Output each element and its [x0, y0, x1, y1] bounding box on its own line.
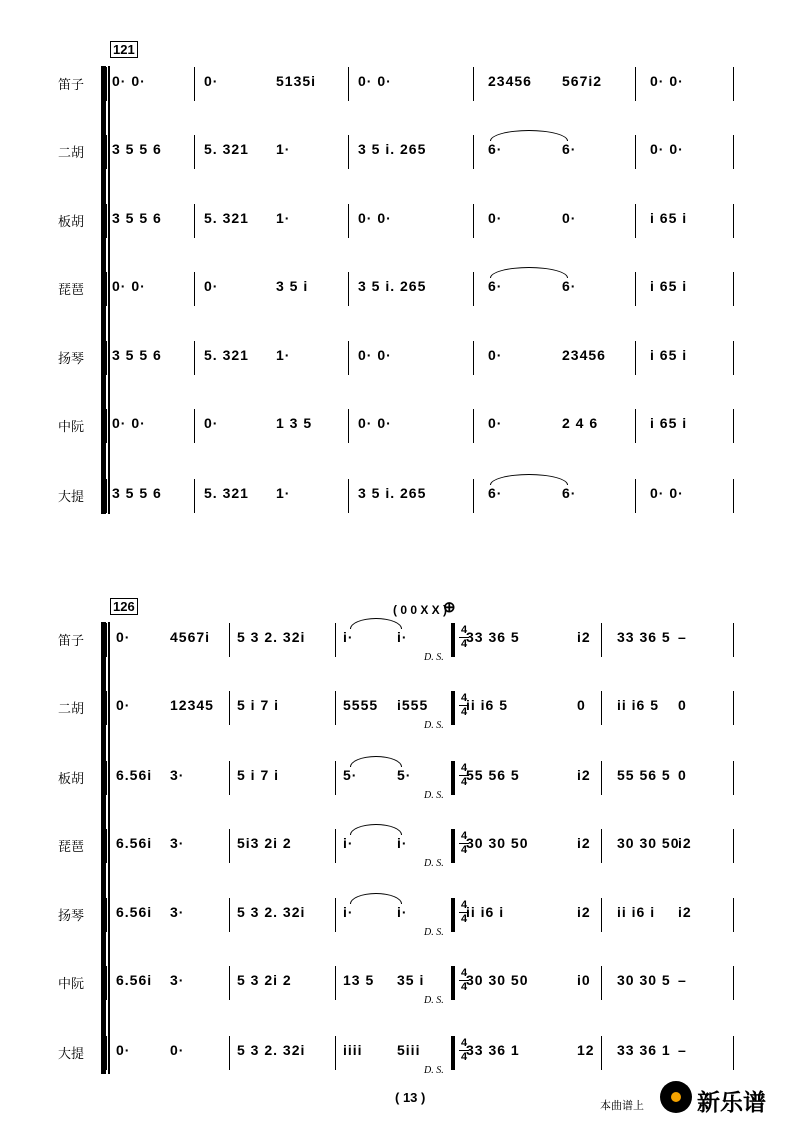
barline: [635, 135, 636, 169]
barline: [348, 67, 349, 101]
barline: [733, 761, 734, 795]
barline: [733, 623, 734, 657]
barline: [106, 829, 107, 863]
time-signature: [459, 899, 469, 926]
measure-notes: i 65 i: [650, 347, 688, 363]
measure-notes: –: [678, 629, 687, 645]
barline: [335, 623, 336, 657]
measure-notes: 3·: [170, 767, 185, 783]
da-segno-mark: D. S.: [424, 790, 444, 801]
barline: [194, 272, 195, 306]
measure-notes: 3 5 5 6: [112, 347, 162, 363]
barline: [473, 272, 474, 306]
staff-row: [0, 478, 792, 514]
measure-notes: 5 3 2. 32i: [237, 904, 306, 920]
barline: [335, 691, 336, 725]
measure-notes: i555: [397, 697, 429, 713]
staff-row: [0, 897, 792, 938]
measure-notes: –: [678, 972, 687, 988]
measure-notes: 3·: [170, 904, 185, 920]
da-segno-mark: D. S.: [424, 858, 444, 869]
barline: [451, 1036, 455, 1070]
barline: [106, 67, 107, 101]
measure-notes: i2: [577, 835, 591, 851]
time-signature-top: 4: [460, 967, 468, 979]
barline: [451, 623, 455, 657]
barline: [733, 409, 734, 443]
measure-notes: 3 5 i: [276, 278, 309, 294]
barline: [348, 272, 349, 306]
barline: [601, 623, 602, 657]
measure-notes: 3 5 5 6: [112, 141, 162, 157]
da-segno-mark: D. S.: [424, 995, 444, 1006]
tie-slur: [490, 267, 568, 278]
staff-row: [0, 134, 792, 170]
barline: [229, 829, 230, 863]
barline: [733, 691, 734, 725]
measure-notes: i·: [397, 629, 408, 645]
barline: [106, 272, 107, 306]
da-segno-mark: D. S.: [424, 652, 444, 663]
barline: [473, 479, 474, 513]
time-signature-bottom: 4: [460, 776, 468, 788]
measure-notes: 0·: [204, 73, 219, 89]
barline: [194, 409, 195, 443]
measure-notes: i·: [343, 835, 354, 851]
barline: [348, 135, 349, 169]
tie-slur: [350, 824, 402, 835]
tie-slur: [350, 618, 402, 629]
barline: [106, 761, 107, 795]
measure-notes: 35 i: [397, 972, 425, 988]
bar-number: 126: [110, 598, 138, 615]
barline: [733, 341, 734, 375]
instrument-label: 大提: [58, 1046, 85, 1061]
measure-notes: 0: [678, 767, 687, 783]
measure-notes: i 65 i: [650, 210, 688, 226]
measure-notes: 0· 0·: [358, 415, 392, 431]
measure-notes: 6·: [562, 485, 577, 501]
barline: [335, 1036, 336, 1070]
measure-notes: 5135i: [276, 73, 317, 89]
measure-notes: 0: [577, 697, 586, 713]
measure-notes: –: [678, 1042, 687, 1058]
staff-row: [0, 340, 792, 376]
instrument-label: 扬琴: [58, 908, 85, 923]
barline: [335, 829, 336, 863]
measure-notes: 5. 321: [204, 210, 249, 226]
measure-notes: 3 5 i. 265: [358, 278, 427, 294]
measure-notes: 13 5: [343, 972, 375, 988]
measure-notes: 33 36 5: [466, 629, 520, 645]
measure-notes: iiii: [343, 1042, 363, 1058]
measure-notes: 12: [577, 1042, 595, 1058]
instrument-label: 板胡: [58, 214, 85, 229]
time-signature-top: 4: [460, 692, 468, 704]
barline: [733, 829, 734, 863]
measure-notes: 0·: [488, 415, 503, 431]
barline: [348, 341, 349, 375]
barline: [106, 341, 107, 375]
time-signature-top: 4: [460, 830, 468, 842]
staff-row: [0, 408, 792, 444]
time-signature-bottom: 4: [460, 913, 468, 925]
barline: [106, 479, 107, 513]
barline: [194, 341, 195, 375]
instrument-label: 笛子: [58, 77, 85, 92]
measure-notes: i·: [343, 904, 354, 920]
barline: [635, 67, 636, 101]
instrument-label: 板胡: [58, 771, 85, 786]
measure-notes: 0· 0·: [358, 210, 392, 226]
staff-row: [0, 622, 792, 663]
staff-row: [0, 203, 792, 239]
measure-notes: 5. 321: [204, 485, 249, 501]
barline: [106, 409, 107, 443]
measure-notes: 0·: [116, 697, 131, 713]
time-signature-bottom: 4: [460, 981, 468, 993]
measure-notes: 5i3 2i 2: [237, 835, 292, 851]
measure-notes: 5 i 7 i: [237, 697, 280, 713]
time-signature: [459, 624, 469, 651]
barline: [601, 761, 602, 795]
da-segno-mark: D. S.: [424, 720, 444, 731]
barline: [106, 691, 107, 725]
measure-notes: 2 4 6: [562, 415, 599, 431]
time-signature-bottom: 4: [460, 1051, 468, 1063]
measure-notes: 1·: [276, 347, 291, 363]
time-signature: [459, 830, 469, 857]
measure-notes: 5iii: [397, 1042, 421, 1058]
barline: [473, 341, 474, 375]
measure-notes: i2: [577, 904, 591, 920]
measure-notes: 3·: [170, 835, 185, 851]
measure-notes: 6.56i: [116, 972, 153, 988]
barline: [601, 898, 602, 932]
measure-notes: 6·: [562, 278, 577, 294]
barline: [473, 135, 474, 169]
measure-notes: 33 36 5: [617, 629, 671, 645]
measure-notes: 33 36 1: [617, 1042, 671, 1058]
measure-notes: 5. 321: [204, 347, 249, 363]
measure-notes: 0·: [488, 347, 503, 363]
measure-notes: 5 3 2i 2: [237, 972, 292, 988]
time-signature-top: 4: [460, 1037, 468, 1049]
da-segno-mark: D. S.: [424, 1065, 444, 1076]
measure-notes: i2: [678, 904, 692, 920]
measure-notes: 1·: [276, 210, 291, 226]
barline: [348, 409, 349, 443]
measure-notes: ii i6 i: [617, 904, 656, 920]
barline: [733, 135, 734, 169]
time-signature-bottom: 4: [460, 706, 468, 718]
instrument-label: 中阮: [58, 419, 85, 434]
instrument-label: 中阮: [58, 976, 85, 991]
measure-notes: i 65 i: [650, 278, 688, 294]
measure-notes: i2: [577, 629, 591, 645]
measure-notes: 6.56i: [116, 767, 153, 783]
measure-notes: 0·: [562, 210, 577, 226]
barline: [194, 67, 195, 101]
measure-notes: i·: [397, 904, 408, 920]
measure-notes: 1·: [276, 141, 291, 157]
barline: [601, 691, 602, 725]
barline: [733, 898, 734, 932]
barline: [601, 1036, 602, 1070]
measure-notes: 3 5 i. 265: [358, 141, 427, 157]
barline: [229, 691, 230, 725]
barline: [473, 204, 474, 238]
measure-notes: 0· 0·: [650, 485, 684, 501]
measure-notes: i2: [577, 767, 591, 783]
instrument-label: 二胡: [58, 145, 85, 160]
measure-notes: 4567i: [170, 629, 211, 645]
barline: [473, 67, 474, 101]
barline: [733, 479, 734, 513]
barline: [733, 1036, 734, 1070]
measure-notes: 30 30 50: [466, 835, 529, 851]
measure-notes: 6·: [488, 278, 503, 294]
measure-notes: i·: [397, 835, 408, 851]
barline: [106, 1036, 107, 1070]
barline: [229, 761, 230, 795]
instrument-label: 二胡: [58, 701, 85, 716]
time-signature-bottom: 4: [460, 638, 468, 650]
measure-notes: 6.56i: [116, 835, 153, 851]
site-logo: 新乐谱: [697, 1089, 766, 1115]
time-signature: [459, 1037, 469, 1064]
measure-notes: 3 5 5 6: [112, 485, 162, 501]
measure-notes: i 65 i: [650, 415, 688, 431]
barline: [348, 479, 349, 513]
measure-notes: 3·: [170, 972, 185, 988]
staff-row: [0, 828, 792, 869]
barline: [473, 409, 474, 443]
measure-notes: 5 i 7 i: [237, 767, 280, 783]
barline: [451, 898, 455, 932]
barline: [451, 691, 455, 725]
instrument-label: 扬琴: [58, 351, 85, 366]
time-signature: [459, 692, 469, 719]
barline: [635, 479, 636, 513]
barline: [601, 966, 602, 1000]
record-logo-icon: [660, 1081, 692, 1113]
measure-notes: 0·: [116, 1042, 131, 1058]
page-number: ( 13 ): [395, 1090, 426, 1105]
measure-notes: 0· 0·: [358, 347, 392, 363]
measure-notes: 5555: [343, 697, 379, 713]
time-signature: [459, 762, 469, 789]
barline: [601, 829, 602, 863]
measure-notes: 5 3 2. 32i: [237, 629, 306, 645]
measure-notes: 0· 0·: [650, 141, 684, 157]
measure-notes: 0· 0·: [112, 278, 146, 294]
staff-row: [0, 690, 792, 731]
instrument-label: 笛子: [58, 633, 85, 648]
barline: [229, 898, 230, 932]
measure-notes: 0·: [170, 1042, 185, 1058]
barline: [635, 409, 636, 443]
measure-notes: 3 5 5 6: [112, 210, 162, 226]
measure-notes: 1 3 5: [276, 415, 313, 431]
measure-notes: 567i2: [562, 73, 603, 89]
barline: [106, 623, 107, 657]
measure-notes: 30 30 5: [617, 972, 671, 988]
barline: [194, 135, 195, 169]
measure-notes: ii i6 5: [617, 697, 660, 713]
coda-text: ( 0 0 X X ): [393, 603, 448, 617]
time-signature-bottom: 4: [460, 844, 468, 856]
measure-notes: 0· 0·: [112, 73, 146, 89]
measure-notes: i·: [343, 629, 354, 645]
barline: [348, 204, 349, 238]
measure-notes: 5. 321: [204, 141, 249, 157]
tie-slur: [490, 130, 568, 141]
barline: [451, 761, 455, 795]
measure-notes: 5 3 2. 32i: [237, 1042, 306, 1058]
staff-row: [0, 271, 792, 307]
barline: [733, 204, 734, 238]
tie-slur: [350, 893, 402, 904]
measure-notes: i2: [678, 835, 692, 851]
barline: [335, 761, 336, 795]
measure-notes: 6·: [488, 485, 503, 501]
barline: [733, 966, 734, 1000]
barline: [106, 204, 107, 238]
measure-notes: 55 56 5: [617, 767, 671, 783]
measure-notes: 1·: [276, 485, 291, 501]
measure-notes: 0·: [116, 629, 131, 645]
time-signature-top: 4: [460, 624, 468, 636]
time-signature-top: 4: [460, 899, 468, 911]
barline: [733, 272, 734, 306]
measure-notes: 23456: [488, 73, 532, 89]
upload-note: 本曲谱上: [600, 1100, 644, 1112]
barline: [106, 135, 107, 169]
barline: [635, 204, 636, 238]
bar-number: 121: [110, 41, 138, 58]
measure-notes: 30 30 50: [617, 835, 680, 851]
measure-notes: i0: [577, 972, 591, 988]
barline: [106, 898, 107, 932]
time-signature-top: 4: [460, 762, 468, 774]
instrument-label: 琵琶: [58, 839, 85, 854]
staff-row: [0, 965, 792, 1006]
measure-notes: 0· 0·: [650, 73, 684, 89]
barline: [733, 67, 734, 101]
measure-notes: 30 30 50: [466, 972, 529, 988]
barline: [229, 1036, 230, 1070]
measure-notes: 0·: [488, 210, 503, 226]
barline: [451, 829, 455, 863]
measure-notes: 3 5 i. 265: [358, 485, 427, 501]
measure-notes: ii i6 i: [466, 904, 505, 920]
barline: [335, 966, 336, 1000]
da-segno-mark: D. S.: [424, 927, 444, 938]
measure-notes: 6·: [562, 141, 577, 157]
barline: [635, 272, 636, 306]
measure-notes: 23456: [562, 347, 606, 363]
measure-notes: 6.56i: [116, 904, 153, 920]
measure-notes: 33 36 1: [466, 1042, 520, 1058]
staff-row: [0, 66, 792, 102]
instrument-label: 琵琶: [58, 282, 85, 297]
barline: [635, 341, 636, 375]
barline: [106, 966, 107, 1000]
barline: [194, 479, 195, 513]
measure-notes: 0· 0·: [112, 415, 146, 431]
barline: [229, 623, 230, 657]
tie-slur: [350, 756, 402, 767]
staff-row: [0, 760, 792, 801]
measure-notes: 0·: [204, 415, 219, 431]
measure-notes: ii i6 5: [466, 697, 509, 713]
measure-notes: 5·: [397, 767, 412, 783]
measure-notes: 12345: [170, 697, 214, 713]
measure-notes: 0·: [204, 278, 219, 294]
measure-notes: 0· 0·: [358, 73, 392, 89]
measure-notes: 0: [678, 697, 687, 713]
instrument-label: 大提: [58, 489, 85, 504]
staff-row: [0, 1035, 792, 1076]
time-signature: [459, 967, 469, 994]
barline: [335, 898, 336, 932]
measure-notes: 55 56 5: [466, 767, 520, 783]
tie-slur: [490, 474, 568, 485]
barline: [229, 966, 230, 1000]
coda-sign-icon: ⊕: [443, 599, 456, 616]
barline: [194, 204, 195, 238]
barline: [451, 966, 455, 1000]
measure-notes: 6·: [488, 141, 503, 157]
measure-notes: 5·: [343, 767, 358, 783]
